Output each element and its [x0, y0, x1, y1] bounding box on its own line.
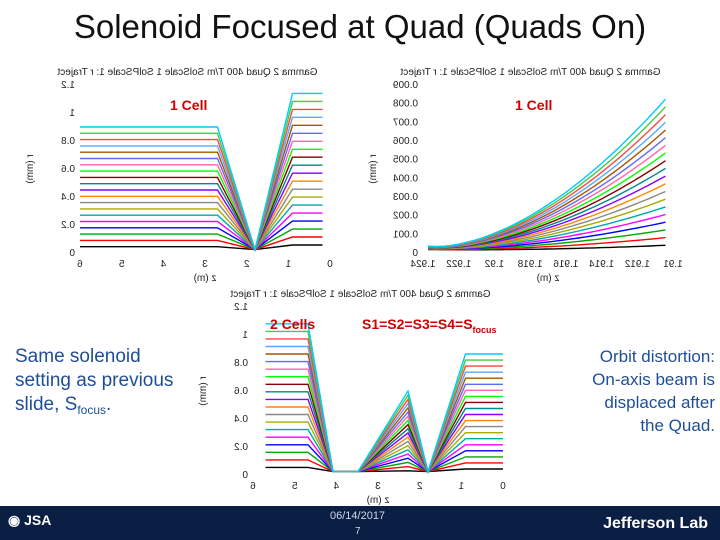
y-axis-label: r (mm)	[198, 376, 209, 406]
x-tick-label: 1.922	[446, 259, 472, 270]
x-tick-label: 5	[291, 481, 298, 492]
y-tick-label: 0	[412, 248, 418, 259]
x-axis-label: z (m)	[193, 273, 217, 284]
y-tick-label: 0.8	[234, 358, 248, 369]
y-tick-label: 0.6	[61, 164, 75, 175]
y-tick-label: 0.8	[61, 136, 75, 147]
trajectory-line	[80, 237, 323, 250]
x-tick-label: 1.914	[589, 259, 615, 270]
y-tick-label: 1	[242, 330, 248, 341]
x-axis-label: z (m)	[366, 495, 390, 506]
y-tick-label: 0.006	[392, 136, 418, 147]
x-tick-label: 6	[77, 259, 83, 270]
trajectory-line	[80, 213, 323, 250]
y-tick-label: 0.002	[392, 210, 418, 222]
y-tick-label: 0.008	[392, 98, 418, 110]
x-axis-label: z (m)	[536, 273, 560, 284]
plot-header: Gamma 2 Quad 400 T/m SolScale 1 SolPScale 1: r Traject	[57, 67, 318, 78]
x-tick-label: 6	[250, 481, 256, 492]
jsa-logo-text: JSA	[24, 512, 52, 528]
y-tick-label: 1	[69, 108, 75, 119]
trajectory-line	[80, 197, 323, 250]
y-tick-label: 0.005	[392, 154, 418, 166]
label-2cells: 2 Cells	[270, 316, 316, 332]
label-s-focus	[362, 316, 497, 335]
y-tick-label: 0.001	[392, 229, 418, 241]
y-tick-label: 0.2	[61, 220, 75, 231]
x-tick-label: 1.924	[410, 259, 436, 270]
y-tick-label: 0.4	[234, 414, 248, 425]
x-tick-label: 1.918	[517, 259, 543, 270]
right-note-line-3: displaced after	[604, 393, 715, 412]
left-note-line-3	[15, 393, 173, 422]
x-tick-label: 3	[202, 259, 208, 270]
label-1cell-right: 1 Cell	[515, 97, 553, 113]
x-tick-label: 1.92	[484, 259, 505, 270]
right-note-line-2: On-axis beam is	[592, 370, 715, 389]
left-note-s: slide, S	[15, 394, 78, 415]
y-tick-label: 0.004	[392, 173, 418, 185]
doe-seal-icon: ◉	[8, 512, 21, 528]
y-tick-label: 1.2	[61, 80, 75, 91]
x-tick-label: 1.916	[553, 259, 579, 270]
y-tick-label: 0.4	[61, 192, 75, 203]
left-note-sub: focus	[77, 403, 106, 417]
label-s-main: S1=S2=S3=S4=S	[362, 316, 473, 332]
x-tick-label: 0	[327, 259, 333, 270]
x-tick-label: 1.91	[663, 259, 683, 270]
footer-page-number: 7	[355, 526, 361, 537]
x-tick-label: 2	[243, 259, 250, 270]
x-tick-label: 3	[375, 481, 381, 492]
y-tick-label: 0.009	[392, 80, 418, 91]
left-note	[15, 345, 173, 422]
left-note-line-2: setting as previous	[15, 370, 174, 391]
trajectory-line	[428, 115, 666, 247]
right-note	[540, 345, 715, 437]
trajectory-line	[80, 245, 323, 250]
x-tick-label: 0	[500, 481, 506, 492]
plot-header: Gamma 2 Quad 400 T/m SolScale 1 SolPScale 1: r Traject	[230, 289, 491, 300]
x-tick-label: 1	[285, 259, 292, 270]
x-tick-label: 1	[458, 481, 465, 492]
label-s-sub: focus	[472, 325, 497, 335]
y-tick-label: 0	[242, 470, 248, 481]
footer-date: 06/14/2017	[330, 510, 386, 522]
footer-logo-left	[8, 512, 51, 529]
plot-header: Gamma 2 Quad 400 T/m SolScale 1 SolPScale 1: r Traject	[400, 67, 661, 78]
y-axis-label: r (mm)	[25, 154, 36, 184]
y-tick-label: 0.007	[392, 117, 418, 129]
y-axis-label: r (mm)	[368, 154, 379, 184]
left-note-end: .	[106, 394, 112, 415]
y-tick-label: 0.003	[392, 192, 418, 203]
trajectory-line	[428, 184, 666, 249]
x-tick-label: 4	[160, 259, 167, 270]
right-note-line-1: Orbit distortion:	[599, 347, 715, 366]
y-tick-label: 0.2	[234, 442, 248, 453]
x-tick-label: 1.912	[624, 259, 650, 270]
y-tick-label: 0.6	[234, 386, 248, 397]
trajectory-line	[80, 173, 323, 249]
x-tick-label: 2	[416, 481, 423, 492]
y-tick-label: 0	[69, 248, 75, 259]
x-tick-label: 4	[333, 481, 340, 492]
jefferson-lab-logo: Jefferson Lab	[603, 515, 708, 532]
slide-title: Solenoid Focused at Quad (Quads On)	[73, 8, 647, 45]
left-note-line-1: Same solenoid	[15, 346, 141, 367]
x-tick-label: 5	[118, 259, 125, 270]
y-tick-label: 1.2	[234, 302, 248, 313]
label-1cell-left: 1 Cell	[170, 97, 208, 113]
right-note-line-4: the Quad.	[640, 416, 715, 435]
